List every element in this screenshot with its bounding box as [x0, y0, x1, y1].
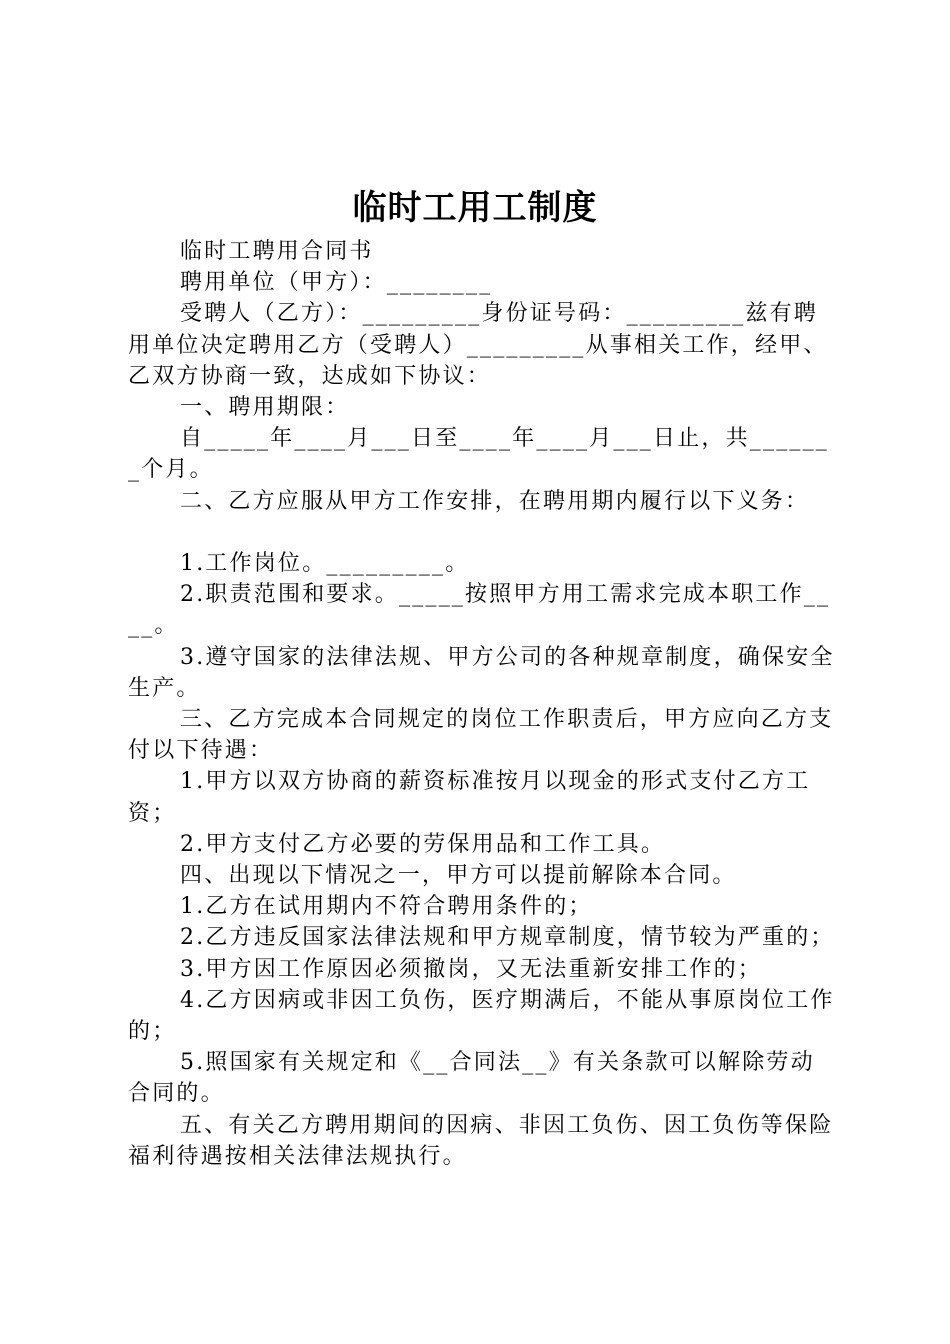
paragraph-duty-2: 2.职责范围和要求。_____按照甲方用工需求完成本职工作____。 [128, 582, 831, 639]
paragraph-benefit-2: 2.甲方支付乙方必要的劳保用品和工作工具。 [180, 831, 666, 857]
paragraph-section-4-heading: 四、出现以下情况之一，甲方可以提前解除本合同。 [180, 863, 737, 889]
paragraph-termination-3: 3.甲方因工作原因必须撤岗，又无法重新安排工作的； [180, 956, 762, 982]
paragraph-termination-5: 5.照国家有关规定和《__合同法__》有关条款可以解除劳动合同的。 [128, 1050, 815, 1107]
paragraph-termination-1: 1.乙方在试用期内不符合聘用条件的； [180, 894, 593, 920]
paragraph-section-5: 五、有关乙方聘用期间的因病、非因工负伤、因工负伤等保险福利待遇按相关法律法规执行。 [128, 1112, 834, 1169]
document-body [128, 236, 836, 1172]
paragraph-termination-4: 4.乙方因病或非因工负伤，医疗期满后，不能从事原岗位工作的； [128, 987, 835, 1045]
document-title: 临时工用工制度 [352, 188, 598, 228]
paragraph-term-dates: 自_____年____月___日至____年____月___日止，共_______个月。 [128, 426, 830, 483]
paragraph-section-1-heading: 一、聘用期限： [180, 395, 350, 421]
paragraph-employee-intro: 受聘人（乙方）：_________身份证号码：_________兹有聘用单位决定聘用乙方（受聘人）_________从事相关工作，经甲、乙双方协商一致，达成如下协议： [128, 301, 828, 389]
paragraph-duty-1: 1.工作岗位。_________。 [180, 551, 470, 577]
blank-line [128, 517, 836, 548]
paragraph-section-2-heading: 二、乙方应服从甲方工作安排，在聘用期内履行以下义务： [180, 488, 810, 514]
paragraph-section-3-heading: 三、乙方完成本合同规定的岗位工作职责后，甲方应向乙方支付以下待遇： [128, 707, 834, 764]
paragraph-termination-2: 2.乙方违反国家法律法规和甲方规章制度，情节较为严重的； [180, 925, 835, 951]
paragraph-employer: 聘用单位（甲方）：________ [180, 270, 493, 296]
paragraph-contract-heading: 临时工聘用合同书 [180, 239, 374, 264]
paragraph-benefit-1: 1.甲方以双方协商的薪资标准按月以现金的形式支付乙方工资； [128, 769, 811, 826]
paragraph-duty-3: 3.遵守国家的法律法规、甲方公司的各种规章制度，确保安全生产。 [128, 644, 835, 701]
